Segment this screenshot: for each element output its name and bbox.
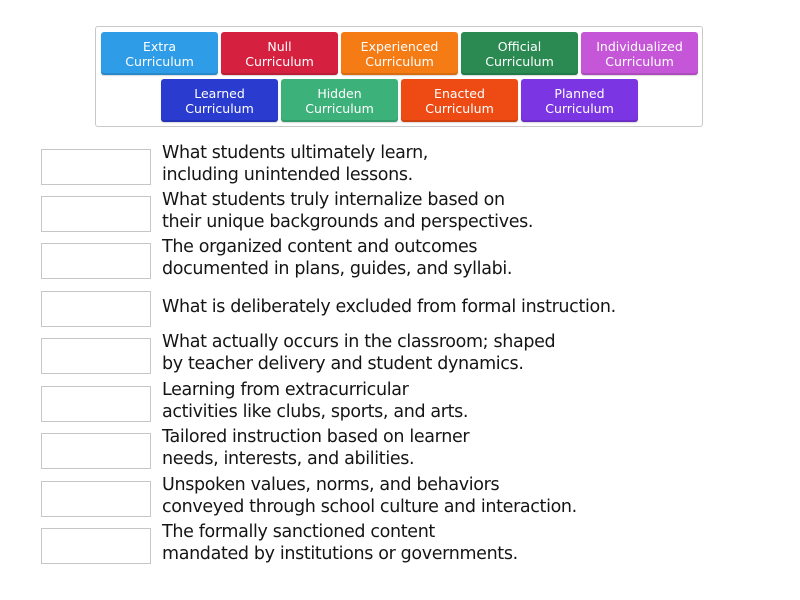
definition-line: What students truly internalize based on [162, 190, 505, 210]
drop-zone[interactable] [41, 528, 151, 564]
match-row [41, 143, 721, 189]
match-row [41, 380, 721, 426]
tile-hidden-curriculum[interactable] [281, 79, 398, 122]
drop-zone[interactable] [41, 149, 151, 185]
tile-learned-curriculum[interactable] [161, 79, 278, 122]
definition-line: documented in plans, guides, and syllabi. [162, 259, 513, 279]
definition-line: mandated by institutions or governments. [162, 544, 518, 564]
tile-label-line1: Planned [554, 85, 605, 101]
tile-label-line1: Enacted [434, 85, 485, 101]
drop-zone[interactable] [41, 481, 151, 517]
definition-line: by teacher delivery and student dynamics. [162, 354, 524, 374]
definition-line: The formally sanctioned content [162, 522, 435, 542]
match-row [41, 427, 721, 473]
tile-label-line1: Extra [143, 38, 176, 54]
definition-line: their unique backgrounds and perspectives. [162, 212, 534, 232]
definition-text [162, 236, 512, 280]
tile-label-line1: Individualized [596, 38, 683, 54]
definition-text [162, 331, 555, 375]
tile-label-line2: Curriculum [605, 53, 674, 69]
drop-zone[interactable] [41, 291, 151, 327]
tile-individualized-curriculum[interactable] [581, 32, 698, 75]
tile-label-line2: Curriculum [485, 53, 554, 69]
definition-line: Unspoken values, norms, and behaviors [162, 475, 500, 495]
definition-text [162, 296, 616, 318]
tile-label-line2: Curriculum [425, 100, 494, 116]
drop-zone[interactable] [41, 433, 151, 469]
match-row [41, 522, 721, 568]
drop-zone[interactable] [41, 338, 151, 374]
tile-label-line2: Curriculum [545, 100, 614, 116]
tile-label-line2: Curriculum [185, 100, 254, 116]
tile-label-line2: Curriculum [245, 53, 314, 69]
definition-text [162, 474, 577, 518]
drop-zone[interactable] [41, 196, 151, 232]
match-row [41, 190, 721, 236]
tile-label-line1: Null [267, 38, 292, 54]
definition-line: activities like clubs, sports, and arts. [162, 402, 469, 422]
tile-label-line1: Learned [194, 85, 245, 101]
definition-text [162, 189, 533, 233]
match-row [41, 237, 721, 283]
definition-line: needs, interests, and abilities. [162, 449, 415, 469]
definition-line: Learning from extracurricular [162, 380, 409, 400]
tile-enacted-curriculum[interactable] [401, 79, 518, 122]
match-row [41, 475, 721, 521]
match-row [41, 291, 721, 331]
tile-experienced-curriculum[interactable] [341, 32, 458, 75]
definition-line: including unintended lessons. [162, 165, 413, 185]
definition-text [162, 521, 518, 565]
definition-line: What actually occurs in the classroom; shaped [162, 332, 556, 352]
definition-line: conveyed through school culture and interaction. [162, 497, 577, 517]
tile-extra-curriculum[interactable] [101, 32, 218, 75]
tile-label-line1: Hidden [317, 85, 362, 101]
tile-official-curriculum[interactable] [461, 32, 578, 75]
definition-text [162, 426, 469, 470]
match-row [41, 332, 721, 378]
tile-label-line2: Curriculum [365, 53, 434, 69]
tile-planned-curriculum[interactable] [521, 79, 638, 122]
definition-line: What students ultimately learn, [162, 143, 429, 163]
definition-line: The organized content and outcomes [162, 237, 478, 257]
definition-text [162, 379, 468, 423]
definition-line: Tailored instruction based on learner [162, 427, 470, 447]
drop-zone[interactable] [41, 386, 151, 422]
tile-label-line2: Curriculum [305, 100, 374, 116]
answer-tile-bank [95, 26, 703, 127]
definition-text [162, 142, 428, 186]
tile-label-line1: Official [497, 38, 542, 54]
tile-label-line1: Experienced [360, 38, 439, 54]
tile-label-line2: Curriculum [125, 53, 194, 69]
tile-null-curriculum[interactable] [221, 32, 338, 75]
drop-zone[interactable] [41, 243, 151, 279]
definition-line: What is deliberately excluded from formal instruction. [162, 297, 616, 317]
